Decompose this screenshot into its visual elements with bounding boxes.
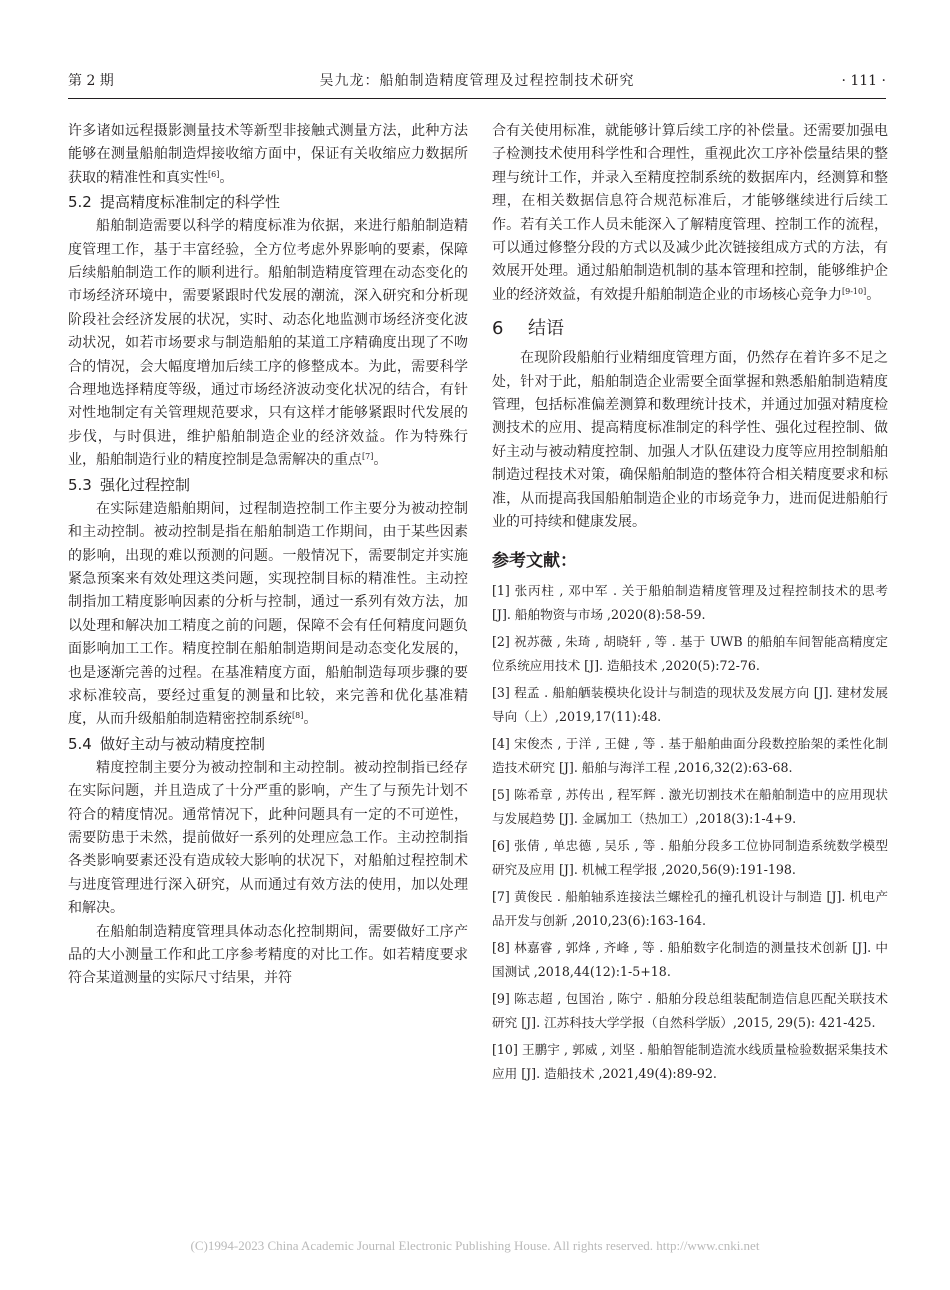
reference-item: [4] 宋俊杰 , 于洋 , 王健 , 等 . 基于船舶曲面分段数控胎架的柔性化制造技术研究 [J]. 船舶与海洋工程 ,2016,32(2):63-68.: [492, 735, 888, 775]
intro-paragraph: 许多诸如远程摄影测量技术等新型非接触式测量方法，此种方法能够在测量船舶制造焊接收缩方面中，保证有关收缩应力数据所获取的精准性和真实性[6]。: [68, 123, 468, 186]
paragraph: 在船舶制造精度管理具体动态化控制期间，需要做好工序产品的大小测量工作和此工序参考精度的对比工作。如若精度要求符合某道测量的实际尺寸结果，并符: [68, 923, 468, 987]
references-heading: 参考文献：: [492, 550, 577, 571]
reference-item: [10] 王鹏宇 , 郭威 , 刘坚 . 船舶智能制造流水线质量检验数据采集技术应用 [J]. 造船技术 ,2021,49(4):89-92.: [492, 1041, 888, 1081]
running-title: 吴九龙：船舶制造精度管理及过程控制技术研究: [319, 73, 635, 89]
reference-item: [3] 程孟 . 船舶舾装模块化设计与制造的现状及发展方向 [J]. 建材发展导向（上）,2019,17(11):48.: [492, 684, 888, 724]
section-heading-5-2: 5.2 提高精度标准制定的科学性: [68, 193, 281, 212]
running-header: [68, 64, 886, 99]
citation[interactable]: [7]: [362, 452, 374, 462]
paragraph: 船舶制造需要以科学的精度标准为依据，来进行船舶制造精度管理工作，基于丰富经验，全方位考虑外界影响的要素，保障后续船舶制造工作的顺利进行。船舶制造精度管理在动态变化的市场经济环境中，需要紧跟时代发展的潮流，深入研究和分析现阶段社会经济发展的状况，实时、动态化地监测市场经济变化波动状况，如若市场要求与制造船舶的某道工序精确度出现了不吻合的情况，会大幅度增加后续工序的修整成本。为此，需要科学合理地选择精度等级，通过市场经济波动变化状况的结合，有针对性地制定有关管理规范要求，只有这样才能够紧跟时代发展的步伐，与时俱进，维护船舶制造企业的经济效益。作为特殊行业，船舶制造行业的精度控制是急需解决的重点[7]。: [68, 218, 468, 469]
left-column: [68, 120, 468, 991]
citation[interactable]: [6]: [208, 169, 220, 179]
paragraph: 在实际建造船舶期间，过程制造控制工作主要分为被动控制和主动控制。被动控制是指在船舶制造工作期间，由于某些因素的影响，出现的难以预测的问题。一般情况下，需要制定并实施紧急预案来有效处理这类问题，实现控制目标的精准性。主动控制指加工精度影响因素的分析与控制，通过一系列有效方法，加以处理和解决加工精度之前的问题，保障不会有任何精度问题负面影响加工工作。精度控制在船舶制造期间是动态变化发展的，也是逐渐完善的过程。在基准精度方面，船舶制造每项步骤的要求标准较高，要经过重复的测量和比较，来完善和优化基准精度，从而升级船舶制造精密控制系统[8]。: [68, 500, 468, 728]
section-heading-5-4: 5.4 做好主动与被动精度控制: [68, 734, 266, 753]
continued-paragraph: 合有关使用标准，就能够计算后续工序的补偿量。还需要加强电子检测技术使用科学性和合理性，重视此次工序补偿量结果的整理与统计工作，并录入至精度控制系统的数据库内，经测算和整理，在相关数据信息符合规范标准后，才能够继续进行后续工作。若有关工作人员未能深入了解精度管理、控制工作的流程，可以通过修整分段的方式以及减少此次链接组成方式的方法，有效展开处理。通过船舶制造机制的基本管理和控制，能够维护企业的经济效益，有效提升船舶制造企业的市场核心竞争力[9-10]。: [492, 123, 888, 303]
reference-item: [9] 陈志超 , 包国治 , 陈宁 . 船舶分段总组装配制造信息匹配关联技术研究 [J]. 江苏科技大学学报（自然科学版）,2015, 29(5): 421-425.: [492, 990, 888, 1030]
citation[interactable]: [9-10]: [842, 286, 867, 296]
paragraph: 精度控制主要分为被动控制和主动控制。被动控制指已经存在实际问题，并且造成了十分严重的影响，产生了与预先计划不符合的精度情况。通常情况下，此种问题具有一定的不可逆性，需要防患于未然，提前做好一系列的处理应急工作。主动控制指各类影响要素还没有造成较大影响的状况下，对船舶过程控制术与进度管理进行深入研究，从而通过有效方法的使用，加以处理和解决。: [68, 759, 468, 917]
reference-item: [5] 陈希章 , 苏传出 , 程军辉 . 激光切割技术在船舶制造中的应用现状与发展趋势 [J]. 金属加工（热加工）,2018(3):1-4+9.: [492, 786, 888, 826]
copyright-footer: (C)1994-2023 China Academic Journal Electronic Publishing House. All rights reserved. http://www.cnki.net: [190, 1238, 760, 1253]
reference-item: [7] 黄俊民 . 船舶轴系连接法兰螺栓孔的撞孔机设计与制造 [J]. 机电产品开发与创新 ,2010,23(6):163-164.: [492, 888, 888, 928]
right-column: [492, 120, 888, 1089]
reference-list: [492, 579, 888, 1086]
section-heading-6: 6 结语: [492, 318, 564, 340]
reference-item: [8] 林嘉睿 , 郭烽 , 齐峰 , 等 . 船舶数字化制造的测量技术创新 [J]. 中国测试 ,2018,44(12):1-5+18.: [492, 939, 888, 979]
page-number: · 111 ·: [841, 73, 886, 89]
section-heading-5-3: 5.3 强化过程控制: [68, 475, 191, 494]
citation[interactable]: [8]: [292, 711, 304, 721]
reference-item: [1] 张丙柱 , 邓中军 . 关于船舶制造精度管理及过程控制技术的思考 [J]. 船舶物资与市场 ,2020(8):58-59.: [492, 582, 888, 622]
issue-label: 第 2 期: [68, 73, 114, 89]
reference-item: [2] 祝苏薇 , 朱琦 , 胡晓轩 , 等 . 基于 UWB 的船舶车间智能高精度定位系统应用技术 [J]. 造船技术 ,2020(5):72-76.: [492, 633, 888, 673]
reference-item: [6] 张倩 , 单忠德 , 吴乐 , 等 . 船舶分段多工位协同制造系统数学模型研究及应用 [J]. 机械工程学报 ,2020,56(9):191-198.: [492, 837, 888, 877]
conclusion-paragraph: 在现阶段船舶行业精细度管理方面，仍然存在着许多不足之处，针对于此，船舶制造企业需要全面掌握和熟悉船舶制造精度管理，包括标准偏差测算和数理统计技术，并通过加强对精度检测技术的应用、提高精度标准制定的科学性、强化过程控制、做好主动与被动精度控制、加强人才队伍建设力度等应用控制船舶制造过程技术对策，确保船舶制造的整体符合相关精度要求和标准，从而提高我国船舶制造企业的市场竞争力，进而促进船舶行业的可持续和健康发展。: [492, 350, 888, 531]
